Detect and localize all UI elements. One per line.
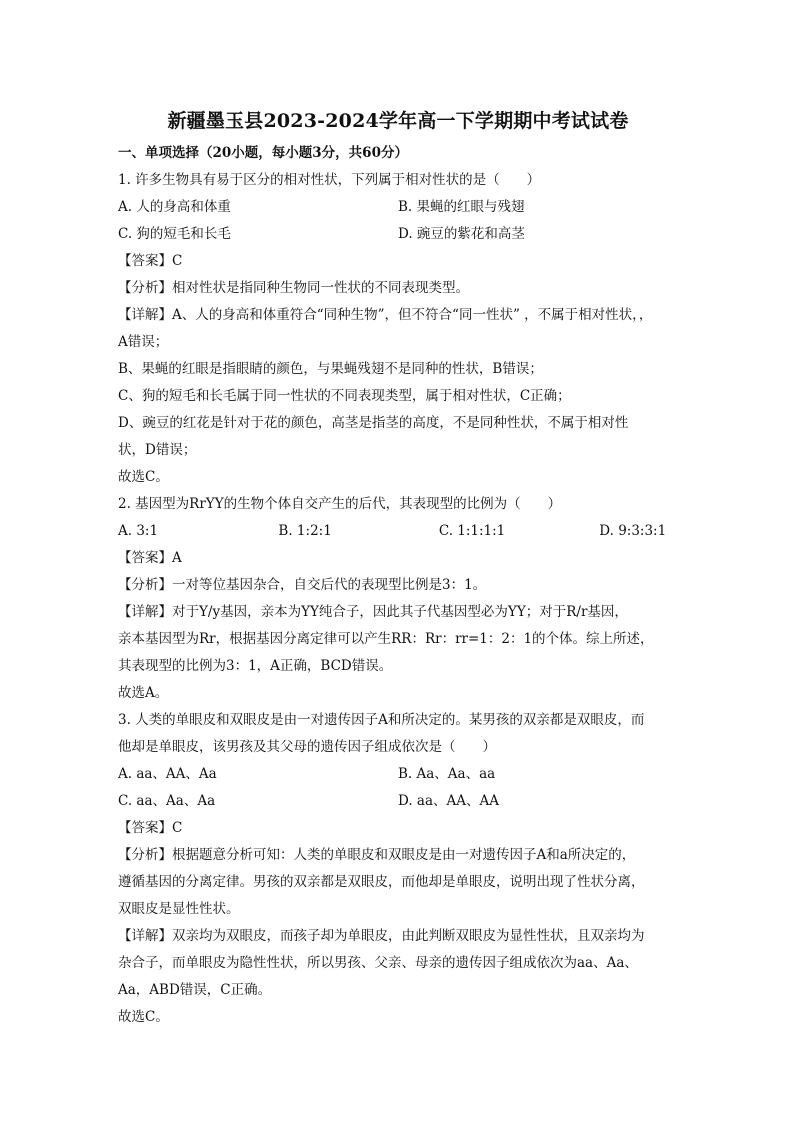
question-2-detail-a: 【详解】对于Y/y基因，亲本为YY纯合子，因此其子代基因型必为YY；对于R/r基因， bbox=[118, 604, 628, 620]
question-3-stem-b: 他却是单眼皮，该男孩及其父母的遗传因子组成依次是（ ） bbox=[118, 739, 496, 755]
question-1-stem: 1. 许多生物具有易于区分的相对性状，下列属于相对性状的是（ ） bbox=[118, 172, 541, 188]
question-3-detail-b: 杂合子，而单眼皮为隐性性状，所以男孩、父亲、母亲的遗传因子组成依次为aa、Aa、 bbox=[118, 955, 638, 971]
question-3-answer: 【答案】C bbox=[118, 820, 183, 836]
question-2-option-c: C. 1:1:1:1 bbox=[438, 523, 506, 539]
section-heading: 一、单项选择（20小题，每小题3分，共60分） bbox=[118, 145, 408, 161]
question-1 bbox=[118, 167, 678, 491]
question-1-option-d: D. 豌豆的紫花和高茎 bbox=[398, 226, 525, 242]
question-1-conclusion: 故选C。 bbox=[118, 469, 169, 485]
question-2-analysis: 【分析】一对等位基因杂合，自交后代的表现型比例是3：1。 bbox=[118, 577, 487, 593]
question-3-detail-a: 【详解】双亲均为双眼皮，而孩子却为单眼皮，由此判断双眼皮为显性性状，且双亲均为 bbox=[118, 928, 645, 944]
question-2-answer: 【答案】A bbox=[118, 550, 182, 566]
page-title: 新疆墨玉县2023-2024学年高一下学期期中考试试卷 bbox=[167, 110, 629, 132]
page-content bbox=[118, 100, 678, 1031]
question-3-option-b: B. Aa、Aa、aa bbox=[398, 766, 496, 782]
question-3-option-c: C. aa、Aa、Aa bbox=[118, 793, 216, 809]
question-3-detail-c: Aa，ABD错误，C正确。 bbox=[118, 982, 272, 998]
question-1-detail-1b: A错误； bbox=[118, 334, 169, 350]
question-1-answer: 【答案】C bbox=[118, 253, 183, 269]
question-3-analysis-b: 遵循基因的分离定律。男孩的双亲都是双眼皮，而他却是单眼皮，说明出现了性状分离， bbox=[118, 874, 645, 890]
question-3-options-row-1 bbox=[118, 761, 678, 788]
question-1-options-row-1 bbox=[118, 194, 678, 221]
question-1-detail-3: C、狗的短毛和长毛属于同一性状的不同表现类型，属于相对性状，C正确； bbox=[118, 388, 571, 404]
question-1-analysis: 【分析】相对性状是指同种生物同一性状的不同表现类型。 bbox=[118, 280, 469, 296]
question-3-stem-a: 3. 人类的单眼皮和双眼皮是由一对遗传因子A和所决定的。某男孩的双亲都是双眼皮，而 bbox=[118, 712, 645, 728]
question-3 bbox=[118, 707, 678, 1031]
question-2-option-d: D. 9:3:3:1 bbox=[599, 523, 667, 539]
question-1-detail-4a: D、豌豆的红花是针对于花的颜色，高茎是指茎的高度，不是同种性状，不属于相对性 bbox=[118, 415, 629, 431]
question-2-option-b: B. 1:2:1 bbox=[278, 523, 332, 539]
question-2-detail-c: 其表现型的比例为3：1，A正确，BCD错误。 bbox=[118, 658, 393, 674]
question-3-option-a: A. aa、AA、Aa bbox=[118, 766, 217, 782]
question-1-detail-4b: 状，D错误； bbox=[118, 442, 197, 458]
question-1-option-a: A. 人的身高和体重 bbox=[118, 199, 231, 215]
question-2 bbox=[118, 491, 678, 707]
question-3-analysis-c: 双眼皮是显性性状。 bbox=[118, 901, 240, 917]
question-1-option-c: C. 狗的短毛和长毛 bbox=[118, 226, 231, 242]
question-3-analysis-a: 【分析】根据题意分析可知：人类的单眼皮和双眼皮是由一对遗传因子A和a所决定的， bbox=[118, 847, 636, 863]
question-2-option-a: A. 3:1 bbox=[118, 523, 159, 539]
question-1-options-row-2 bbox=[118, 221, 678, 248]
question-1-detail-1a: 【详解】A、人的身高和体重符合“同种生物”，但不符合“同一性状” ，不属于相对性状，， bbox=[118, 307, 653, 323]
question-2-conclusion: 故选A。 bbox=[118, 685, 169, 701]
question-1-detail-2: B、果蝇的红眼是指眼睛的颜色，与果蝇残翅不是同种的性状，B错误； bbox=[118, 361, 543, 377]
question-3-options-row-2 bbox=[118, 788, 678, 815]
question-3-conclusion: 故选C。 bbox=[118, 1009, 169, 1025]
question-3-option-d: D. aa、AA、AA bbox=[398, 793, 500, 809]
question-2-stem: 2. 基因型为RrYY的生物个体自交产生的后代，其表现型的比例为（ ） bbox=[118, 496, 562, 512]
question-1-option-b: B. 果蝇的红眼与残翅 bbox=[398, 199, 525, 215]
question-2-options-row bbox=[118, 518, 678, 545]
question-2-detail-b: 亲本基因型为Rr，根据基因分离定律可以产生RR：Rr：rr=1：2：1的个体。综上所述， bbox=[118, 631, 654, 647]
